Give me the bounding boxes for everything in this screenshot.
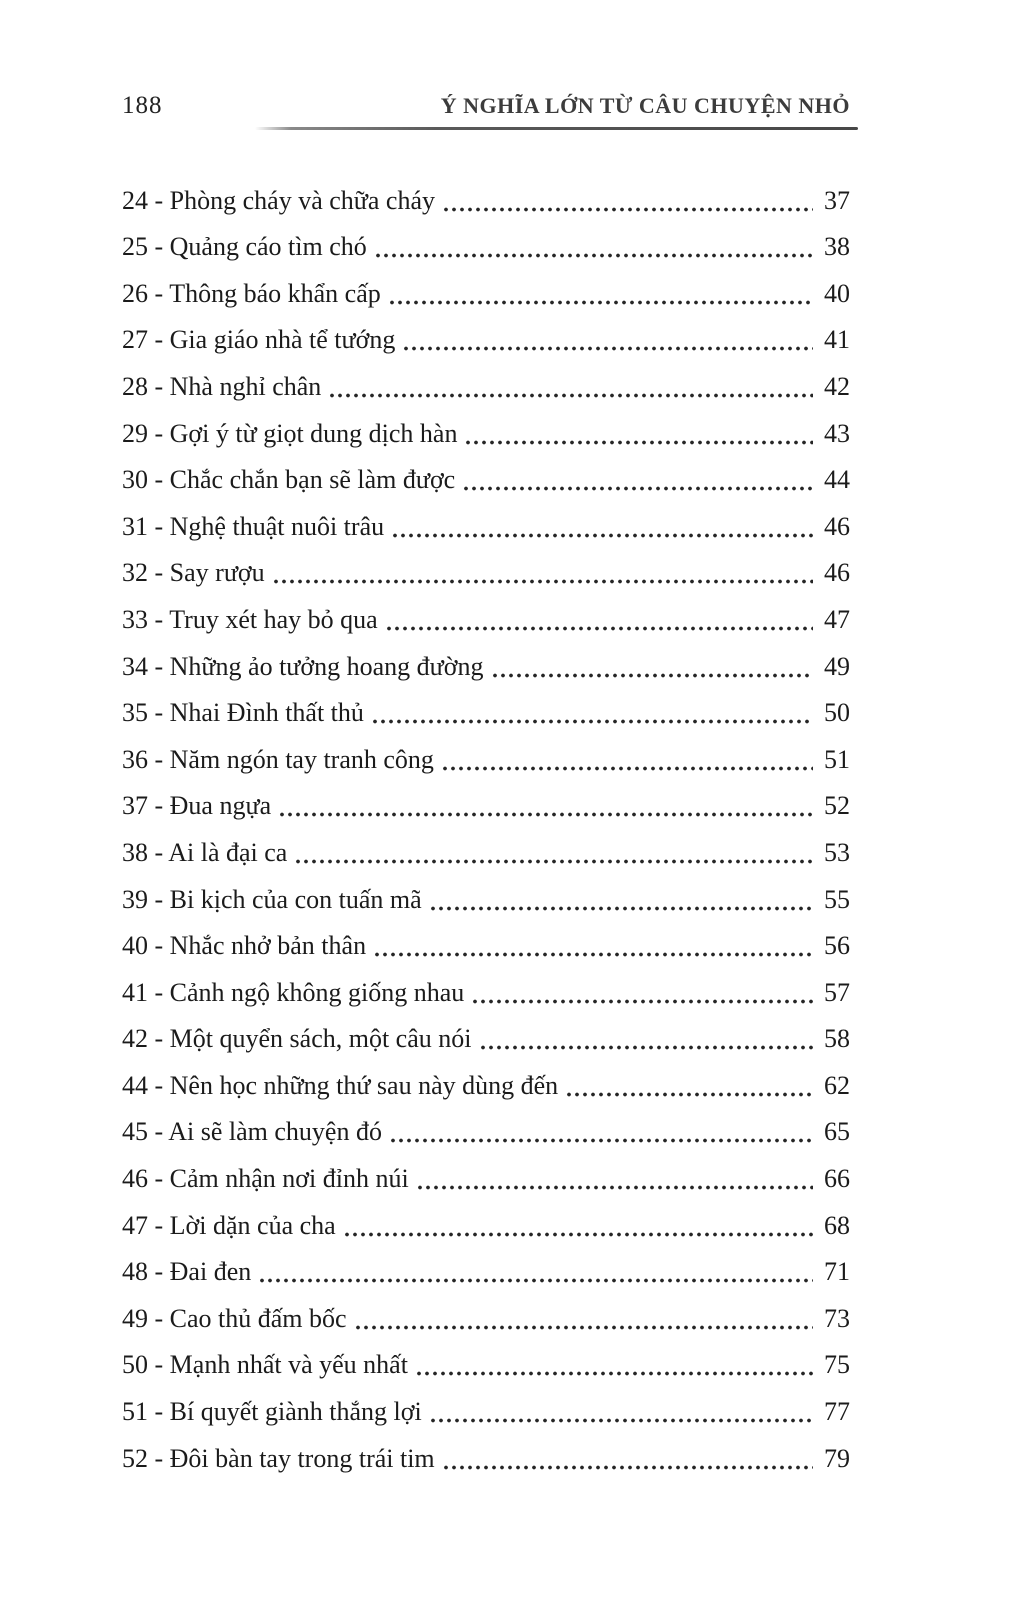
- toc-entry-label: 51 - Bí quyết giành thắng lợi: [122, 1397, 422, 1427]
- toc-entry-page: 79: [824, 1443, 850, 1473]
- toc-entry: [122, 267, 850, 314]
- toc-entry-label: 24 - Phòng cháy và chữa cháy: [122, 185, 435, 215]
- toc-entry-label: 45 - Ai sẽ làm chuyện đó: [122, 1117, 382, 1147]
- toc-entry-page: 57: [824, 977, 850, 1007]
- toc-entry-page: 40: [824, 278, 850, 308]
- toc-entry-label: 26 - Thông báo khẩn cấp: [122, 278, 381, 308]
- toc-dot-leader: [491, 672, 813, 679]
- toc-entry-page: 52: [824, 791, 850, 821]
- toc-dot-leader: [442, 1464, 813, 1471]
- toc-entry: [122, 360, 850, 407]
- toc-entry: [122, 1106, 850, 1153]
- toc-entry: [122, 920, 850, 967]
- toc-entry-label: 48 - Đai đen: [122, 1257, 252, 1287]
- toc-entry: [122, 1339, 850, 1386]
- toc-entry-label: 31 - Nghệ thuật nuôi trâu: [122, 511, 385, 541]
- toc-entry-page: 58: [824, 1024, 850, 1054]
- toc-dot-leader: [258, 1277, 813, 1284]
- toc-entry: [122, 454, 850, 501]
- toc-entry-label: 50 - Mạnh nhất và yếu nhất: [122, 1350, 408, 1380]
- toc-entry: [122, 500, 850, 547]
- toc-dot-leader: [385, 625, 813, 632]
- toc-entry-page: 46: [824, 558, 850, 588]
- toc-entry-label: 44 - Nên học những thứ sau này dùng đến: [122, 1070, 559, 1100]
- toc-dot-leader: [294, 858, 813, 865]
- toc-dot-leader: [429, 1417, 813, 1424]
- toc-entry: [122, 1432, 850, 1479]
- toc-entry-label: 35 - Nhai Đình thất thủ: [122, 698, 364, 728]
- page-header: [122, 92, 850, 130]
- toc-dot-leader: [429, 905, 813, 912]
- toc-entry: [122, 221, 850, 268]
- toc-entry-page: 65: [824, 1117, 850, 1147]
- toc-entry: [122, 1152, 850, 1199]
- toc-entry-label: 30 - Chắc chắn bạn sẽ làm được: [122, 465, 456, 495]
- toc-entry: [122, 593, 850, 640]
- toc-dot-leader: [479, 1044, 814, 1051]
- toc-entry: [122, 1246, 850, 1293]
- toc-entry-page: 51: [824, 744, 850, 774]
- toc-entry-page: 42: [824, 371, 850, 401]
- toc-entry-label: 34 - Những ảo tưởng hoang đường: [122, 651, 484, 681]
- toc-entry: [122, 826, 850, 873]
- toc-entry-page: 77: [824, 1397, 850, 1427]
- toc-entry-page: 53: [824, 837, 850, 867]
- toc-entry-label: 42 - Một quyển sách, một câu nói: [122, 1024, 472, 1054]
- toc-entry: [122, 407, 850, 454]
- toc-entry-label: 46 - Cảm nhận nơi đỉnh núi: [122, 1164, 409, 1194]
- toc-entry-label: 39 - Bi kịch của con tuấn mã: [122, 884, 422, 914]
- toc-dot-leader: [442, 206, 813, 213]
- toc-entry: [122, 687, 850, 734]
- toc-entry-page: 50: [824, 698, 850, 728]
- toc-dot-leader: [388, 299, 813, 306]
- toc-entry: [122, 1059, 850, 1106]
- page-number: 188: [122, 92, 163, 119]
- toc-entry: [122, 1292, 850, 1339]
- toc-entry-page: 55: [824, 884, 850, 914]
- toc-dot-leader: [373, 951, 813, 958]
- toc-entry-page: 56: [824, 931, 850, 961]
- toc-entry-page: 44: [824, 465, 850, 495]
- toc-entry: [122, 733, 850, 780]
- toc-entry: [122, 1385, 850, 1432]
- toc-dot-leader: [441, 765, 813, 772]
- toc-dot-leader: [416, 1184, 813, 1191]
- toc-entry: [122, 873, 850, 920]
- toc-entry-page: 73: [824, 1303, 850, 1333]
- toc-entry-page: 49: [824, 651, 850, 681]
- toc-entry-page: 43: [824, 418, 850, 448]
- toc-dot-leader: [374, 252, 813, 259]
- toc-dot-leader: [389, 1137, 813, 1144]
- toc-entry-page: 38: [824, 232, 850, 262]
- toc-dot-leader: [328, 392, 813, 399]
- toc-entry: [122, 174, 850, 221]
- toc-entry-label: 36 - Năm ngón tay tranh công: [122, 744, 434, 774]
- toc-dot-leader: [391, 532, 813, 539]
- toc-entry-label: 47 - Lời dặn của cha: [122, 1210, 336, 1240]
- toc-entry-label: 28 - Nhà nghỉ chân: [122, 371, 322, 401]
- toc-entry: [122, 314, 850, 361]
- header-rule: [255, 127, 858, 130]
- running-header-title: Ý NGHĨA LỚN TỪ CÂU CHUYỆN NHỎ: [440, 93, 850, 118]
- toc-entry-label: 25 - Quảng cáo tìm chó: [122, 232, 367, 262]
- toc-entry: [122, 966, 850, 1013]
- toc-dot-leader: [565, 1091, 813, 1098]
- toc-dot-leader: [371, 718, 813, 725]
- toc-dot-leader: [464, 439, 813, 446]
- toc-entry-page: 37: [824, 185, 850, 215]
- toc-entry: [122, 780, 850, 827]
- toc-entry-label: 27 - Gia giáo nhà tể tướng: [122, 325, 396, 355]
- toc-entry-label: 33 - Truy xét hay bỏ qua: [122, 604, 378, 634]
- toc-entry-label: 41 - Cảnh ngộ không giống nhau: [122, 977, 465, 1007]
- toc-entry-label: 32 - Say rượu: [122, 558, 265, 588]
- toc-dot-leader: [272, 578, 813, 585]
- toc-list: [122, 174, 850, 1479]
- toc-dot-leader: [278, 811, 813, 818]
- toc-entry-label: 38 - Ai là đại ca: [122, 837, 288, 867]
- toc-dot-leader: [343, 1231, 813, 1238]
- toc-dot-leader: [462, 485, 813, 492]
- toc-entry: [122, 547, 850, 594]
- toc-entry-page: 41: [824, 325, 850, 355]
- toc-dot-leader: [415, 1370, 813, 1377]
- toc-entry-page: 62: [824, 1070, 850, 1100]
- toc-entry-page: 75: [824, 1350, 850, 1380]
- toc-entry-page: 66: [824, 1164, 850, 1194]
- toc-dot-leader: [471, 998, 813, 1005]
- toc-entry-page: 47: [824, 604, 850, 634]
- toc-entry-page: 68: [824, 1210, 850, 1240]
- toc-entry: [122, 1199, 850, 1246]
- toc-entry-label: 52 - Đôi bàn tay trong trái tim: [122, 1443, 435, 1473]
- toc-entry-label: 29 - Gợi ý từ giọt dung dịch hàn: [122, 418, 458, 448]
- toc-dot-leader: [354, 1324, 813, 1331]
- toc-entry-label: 37 - Đua ngựa: [122, 791, 272, 821]
- toc-entry-label: 40 - Nhắc nhở bản thân: [122, 931, 367, 961]
- toc-dot-leader: [402, 345, 813, 352]
- toc-entry-page: 46: [824, 511, 850, 541]
- toc-entry-label: 49 - Cao thủ đấm bốc: [122, 1303, 347, 1333]
- toc-entry-page: 71: [824, 1257, 850, 1287]
- toc-entry: [122, 1013, 850, 1060]
- toc-entry: [122, 640, 850, 687]
